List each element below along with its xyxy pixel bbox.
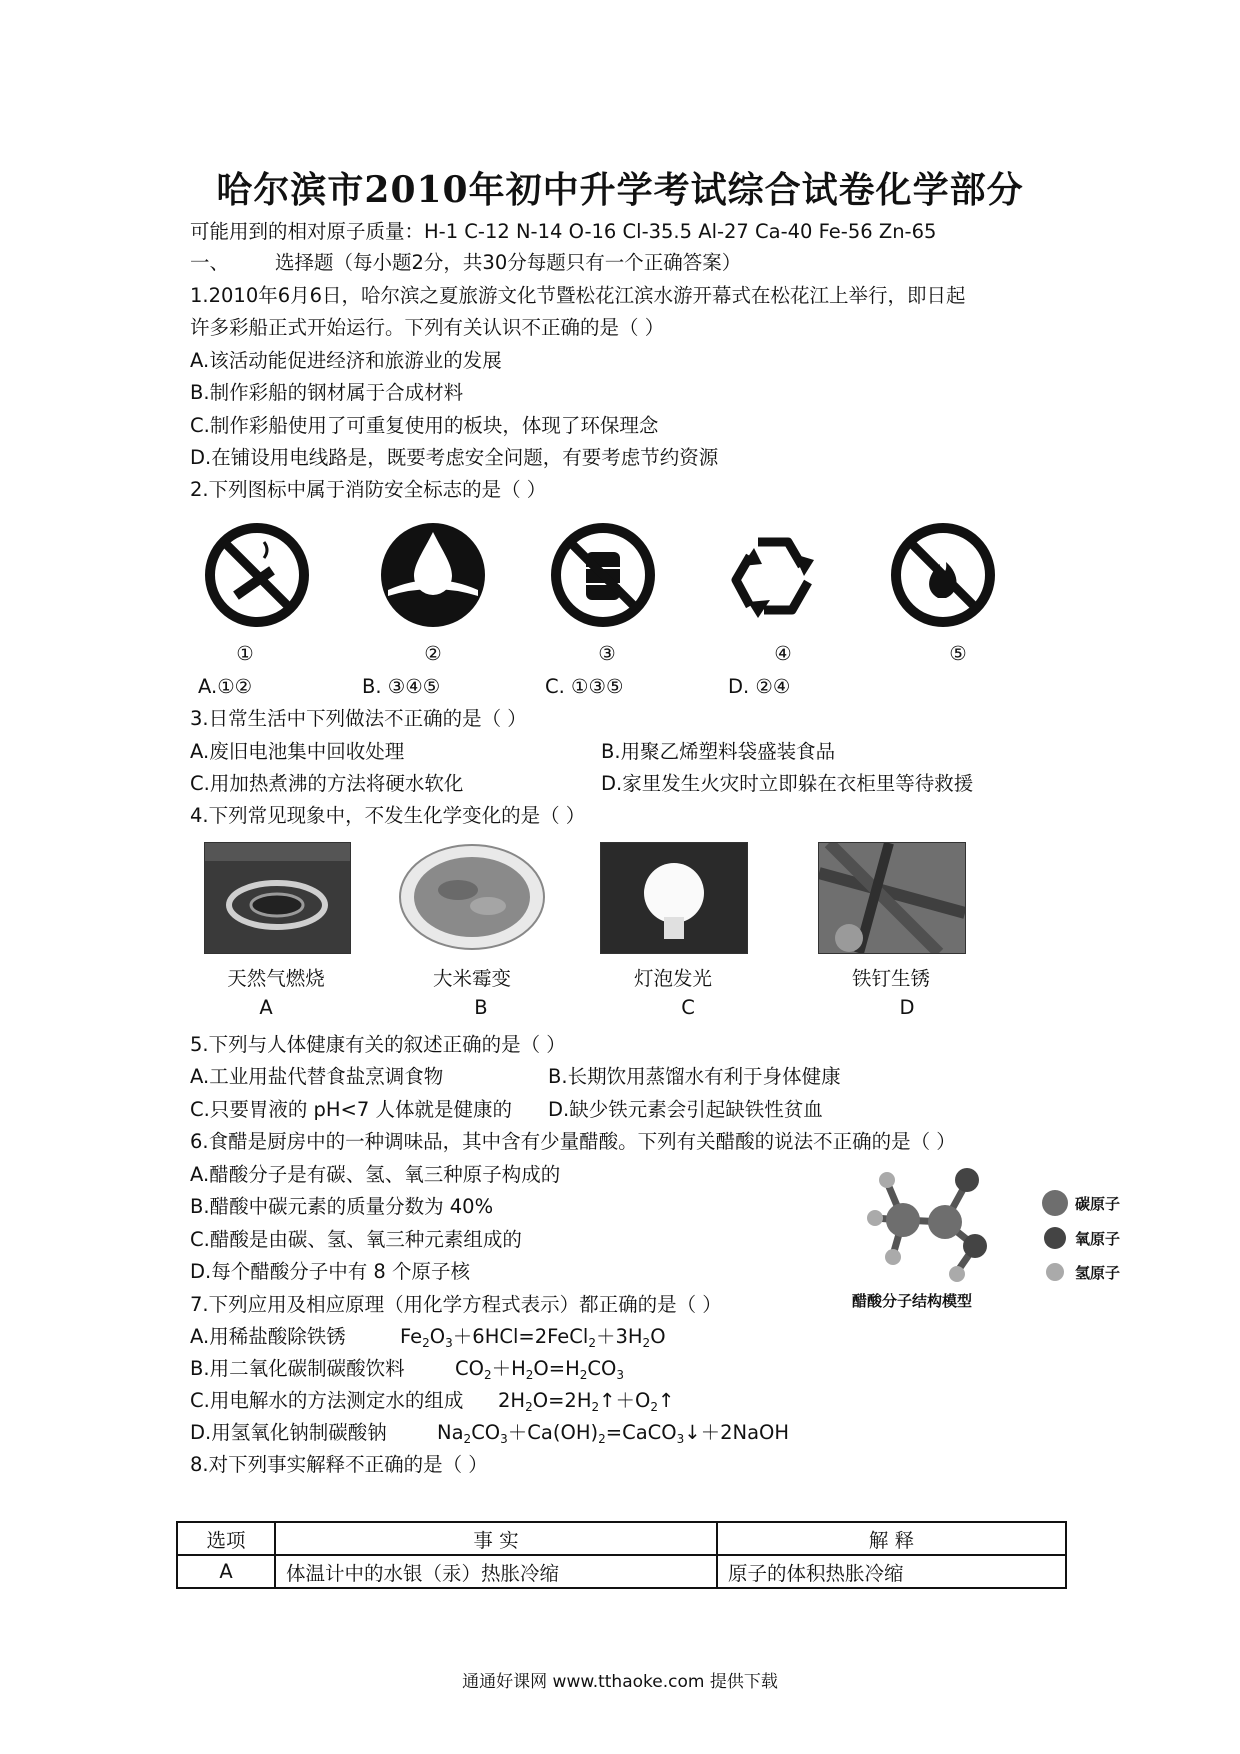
q7-equation-a: $Fe_2O_3+6HCl=2FeCl_2+3H_2O$ — [400, 1325, 666, 1350]
photo-letter-a: A — [259, 996, 273, 1019]
table-row — [177, 1555, 1066, 1588]
table-header: 解 释 — [717, 1522, 1066, 1555]
q6-option-c: C.醋酸是由碳、氢、氧三种元素组成的 — [190, 1228, 522, 1251]
table-cell: A — [177, 1555, 275, 1588]
photo-letter-d: D — [899, 996, 915, 1019]
caption-rice-mold: 大米霉变 — [432, 967, 511, 990]
photo-letter-b: B — [474, 996, 488, 1019]
q5-option-b: B.长期饮用蒸馏水有利于身体健康 — [548, 1065, 841, 1088]
q7-equation-d: $Na_2CO_3+Ca(OH)_2=CaCO_3↓+2NaOH$ — [437, 1421, 790, 1446]
sign-label-1: ① — [236, 642, 254, 665]
q5-option-d: D.缺少铁元素会引起缺铁性贫血 — [548, 1098, 823, 1121]
recycle-sign-icon — [718, 520, 828, 630]
q1-option-d: D.在铺设用电线路是，既要考虑安全问题，有要考虑节约资源 — [190, 446, 719, 469]
q1-option-b: B.制作彩船的钢材属于合成材料 — [190, 381, 464, 404]
q7-option-c: C.用电解水的方法测定水的组成 — [190, 1389, 464, 1412]
q2-option-c: C. ①③⑤ — [545, 675, 624, 698]
q2-option-a: A.①② — [198, 675, 253, 698]
caption-bulb-glow: 灯泡发光 — [633, 967, 712, 990]
q7-option-a: A.用稀盐酸除铁锈 — [190, 1325, 346, 1348]
page-title: 哈尔滨市2010年初中升学考试综合试卷化学部分 — [216, 169, 1024, 211]
photo-letter-c: C — [681, 996, 695, 1019]
q3-option-d: D.家里发生火灾时立即躲在衣柜里等待救援 — [601, 772, 974, 795]
water-drop-sign-icon — [378, 520, 488, 630]
q4-stem: 4.下列常见现象中，不发生化学变化的是（ ） — [190, 804, 586, 827]
no-smoking-sign-icon — [202, 520, 312, 630]
q5-stem: 5.下列与人体健康有关的叙述正确的是（ ） — [190, 1033, 566, 1056]
facts-table — [176, 1521, 1067, 1589]
q7-option-d: D.用氢氧化钠制碳酸钠 — [190, 1421, 387, 1444]
q2-option-b: B. ③④⑤ — [362, 675, 441, 698]
section-heading: 选择题（每小题2分，共30分每题只有一个正确答案） — [275, 251, 742, 274]
section-number: 一、 — [190, 251, 230, 274]
q1-stem-line2: 许多彩船正式开始运行。下列有关认识不正确的是（ ） — [190, 316, 665, 339]
no-fire-sign-icon — [888, 520, 998, 630]
q3-option-a: A.废旧电池集中回收处理 — [190, 740, 405, 763]
sign-label-4: ④ — [774, 642, 792, 665]
no-barrel-sign-icon — [548, 520, 658, 630]
q6-option-b: B.醋酸中碳元素的质量分数为 40% — [190, 1195, 494, 1218]
model-caption: 醋酸分子结构模型 — [852, 1292, 973, 1310]
table-cell: 原子的体积热胀冷缩 — [717, 1555, 1066, 1588]
q5-option-c: C.只要胃液的 pH<7 人体就是健康的 — [190, 1098, 512, 1121]
q7-equation-c: $2H_2O=2H_2↑+O_2↑$ — [498, 1389, 675, 1414]
table-header-row — [177, 1522, 1066, 1555]
q7-option-b: B.用二氧化碳制碳酸饮料 — [190, 1357, 405, 1380]
q8-stem: 8.对下列事实解释不正确的是（ ） — [190, 1453, 488, 1476]
light-bulb-photo — [600, 842, 748, 954]
table-cell: 体温计中的水银（汞）热胀冷缩 — [275, 1555, 717, 1588]
rusty-nails-photo — [818, 842, 966, 954]
legend-hydrogen: 氢原子 — [1075, 1264, 1121, 1282]
q2-stem: 2.下列图标中属于消防安全标志的是（ ） — [190, 478, 547, 501]
q7-equation-b: $CO_2+H_2O=H_2CO_3$ — [455, 1357, 625, 1382]
table-header: 事 实 — [275, 1522, 717, 1555]
atom-legend-icons — [1040, 1190, 1070, 1290]
acetic-acid-model-icon — [845, 1160, 1015, 1290]
q5-option-a: A.工业用盐代替食盐烹调食物 — [190, 1065, 444, 1088]
q7-stem: 7.下列应用及相应原理（用化学方程式表示）都正确的是（ ） — [190, 1293, 722, 1316]
sign-label-5: ⑤ — [949, 642, 967, 665]
table-header: 选项 — [177, 1522, 275, 1555]
q1-stem-line1: 1.2010年6月6日，哈尔滨之夏旅游文化节暨松花江滨水游开幕式在松花江上举行，即日起 — [190, 284, 966, 307]
q3-option-c: C.用加热煮沸的方法将硬水软化 — [190, 772, 464, 795]
q1-option-c: C.制作彩船使用了可重复使用的板块，体现了环保理念 — [190, 414, 659, 437]
sign-label-2: ② — [424, 642, 442, 665]
footer: 通通好课网 www.tthaoke.com 提供下载 — [462, 1672, 778, 1692]
legend-carbon: 碳原子 — [1075, 1195, 1121, 1213]
caption-nail-rust: 铁钉生锈 — [851, 967, 930, 990]
moldy-rice-photo — [398, 842, 546, 952]
q1-option-a: A.该活动能促进经济和旅游业的发展 — [190, 349, 502, 372]
legend-oxygen: 氧原子 — [1075, 1230, 1121, 1248]
q2-option-d: D. ②④ — [728, 675, 791, 698]
q3-stem: 3.日常生活中下列做法不正确的是（ ） — [190, 707, 527, 730]
q3-option-b: B.用聚乙烯塑料袋盛装食品 — [601, 740, 836, 763]
q6-stem: 6.食醋是厨房中的一种调味品，其中含有少量醋酸。下列有关醋酸的说法不正确的是（ ） — [190, 1130, 956, 1153]
gas-stove-photo — [204, 842, 351, 954]
q6-option-a: A.醋酸分子是有碳、氢、氧三种原子构成的 — [190, 1163, 561, 1186]
q6-option-d: D.每个醋酸分子中有 8 个原子核 — [190, 1260, 471, 1283]
sign-label-3: ③ — [598, 642, 616, 665]
atomic-masses: 可能用到的相对原子质量：H-1 C-12 N-14 O-16 Cl-35.5 Al-27 Ca-40 Fe-56 Zn-65 — [190, 220, 937, 243]
caption-gas-burning: 天然气燃烧 — [227, 967, 325, 990]
